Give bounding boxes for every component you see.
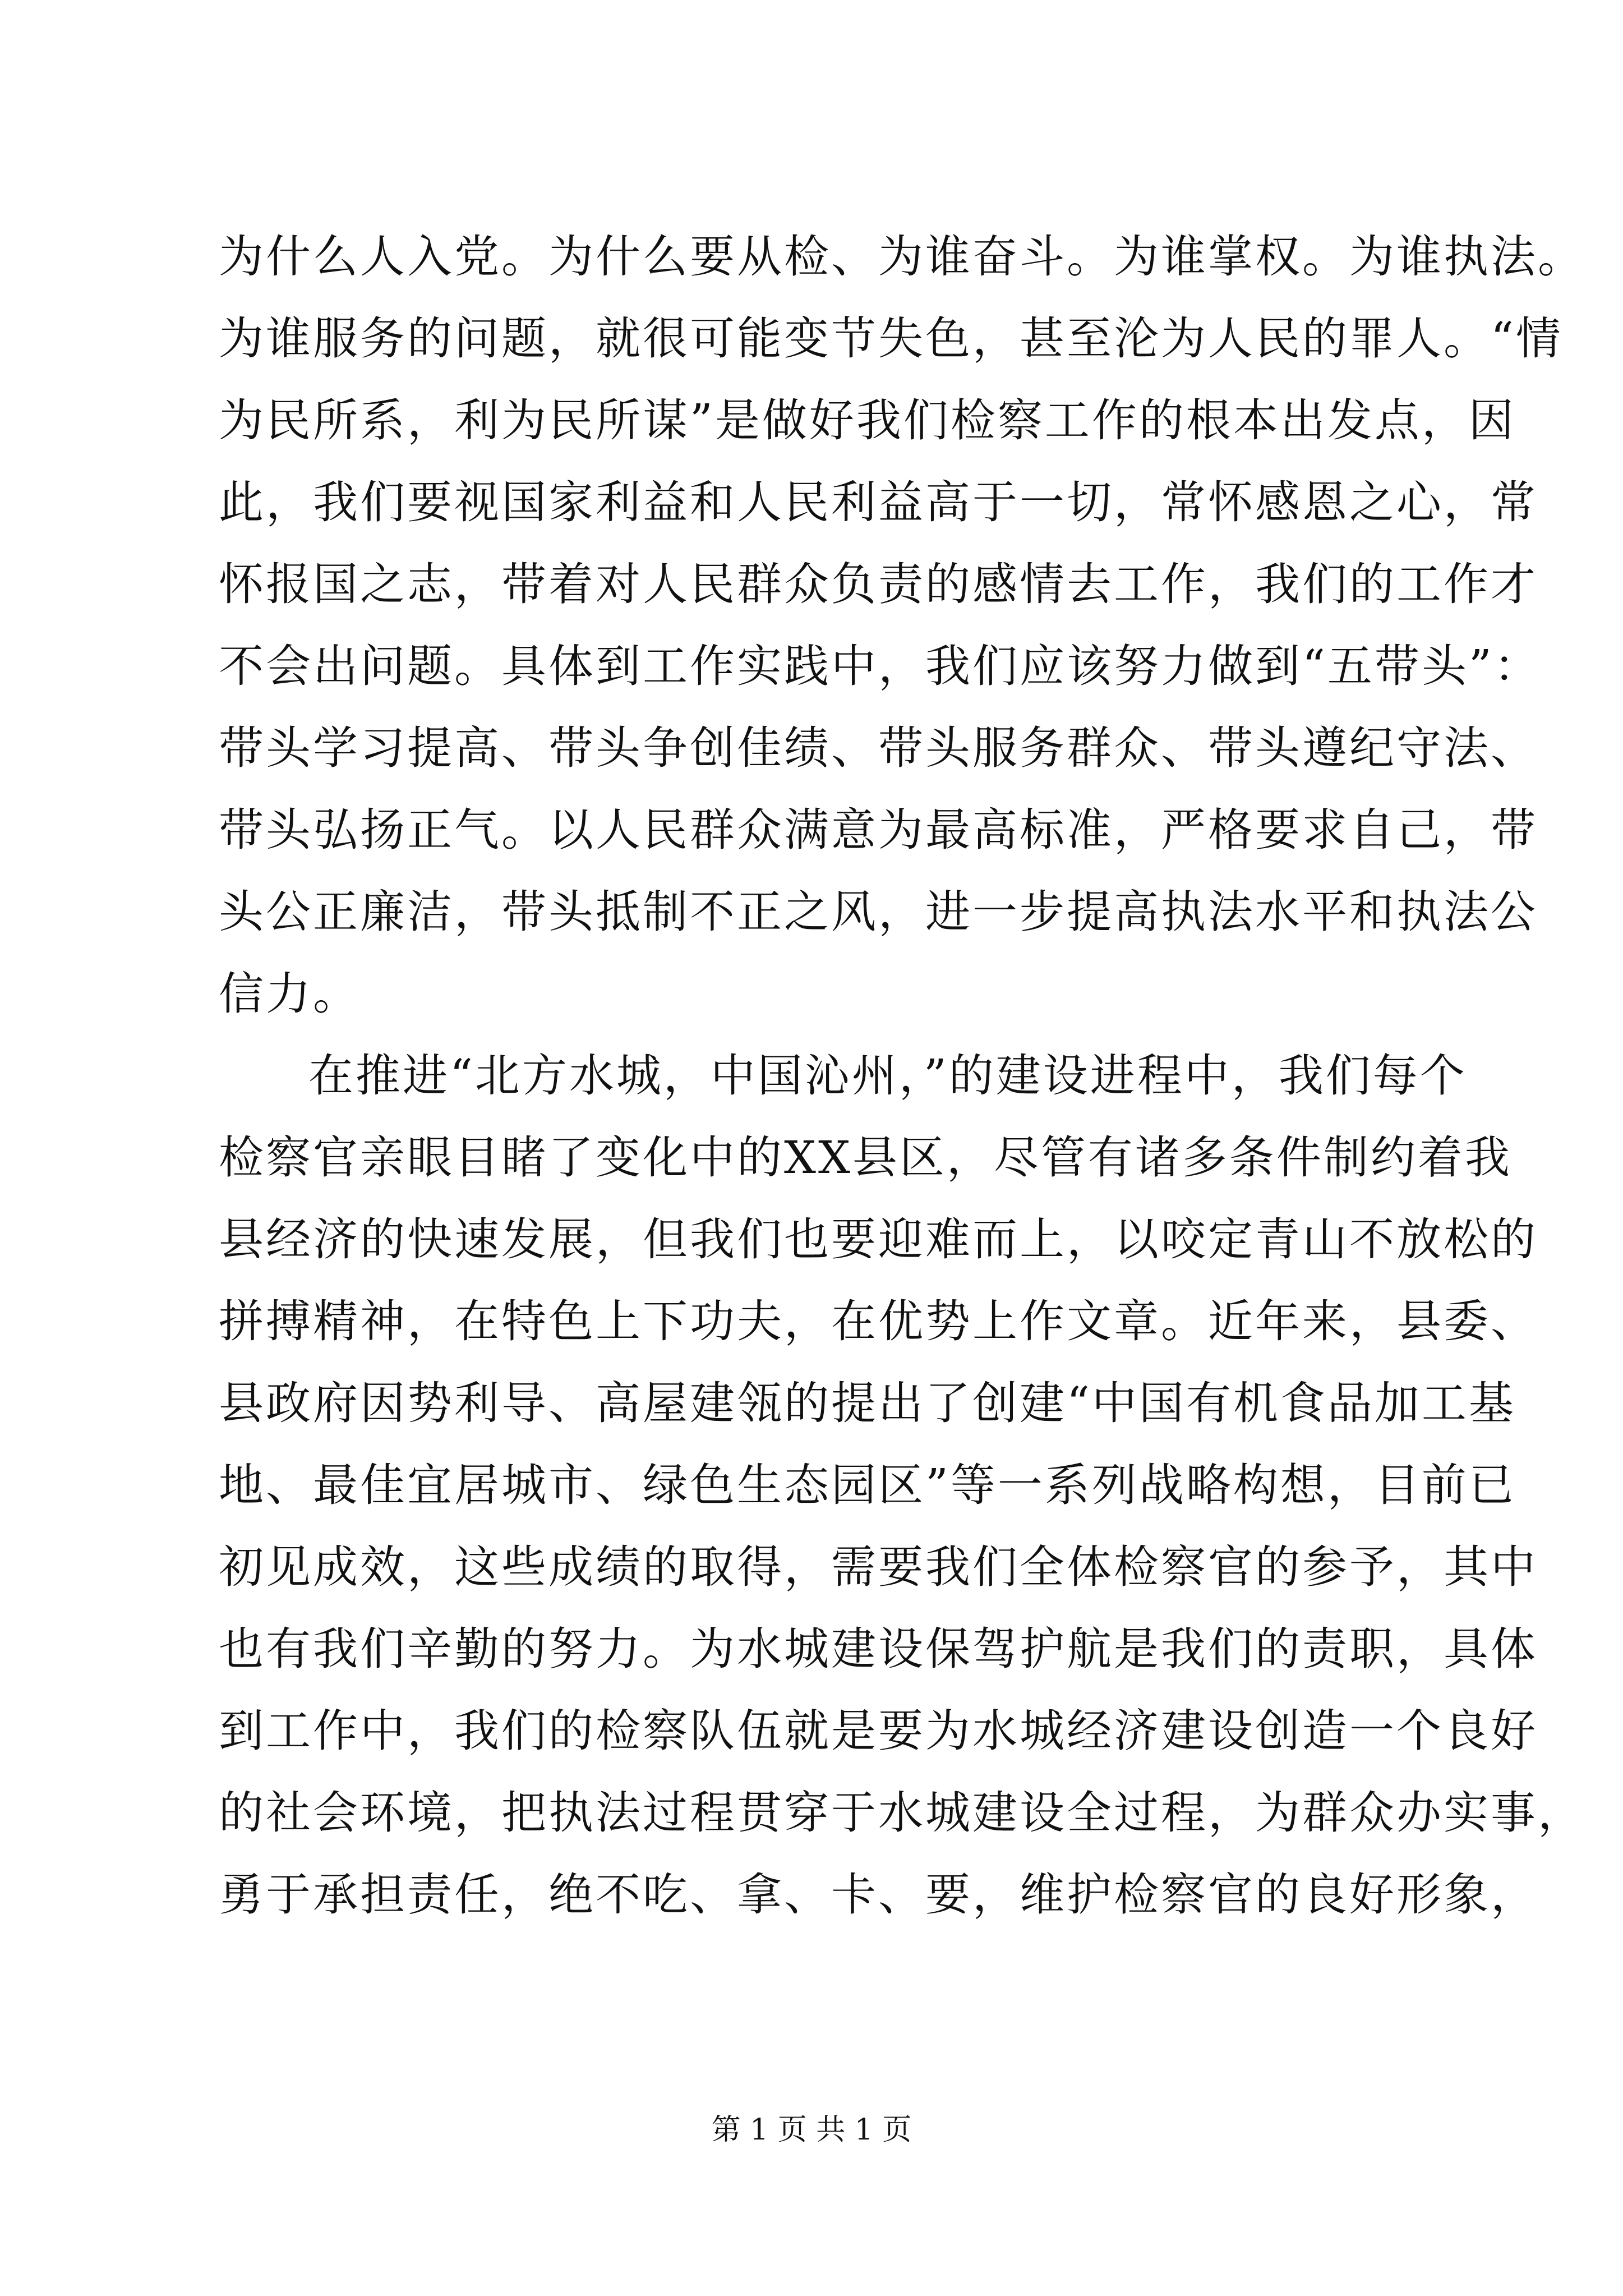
text-line: 检察官亲眼目睹了变化中的XX县区，尽管有诸多条件制约着我 bbox=[219, 1131, 1512, 1184]
text-line: 怀报国之志，带着对人民群众负责的感情去工作，我们的工作才 bbox=[219, 558, 1538, 610]
text-line: 头公正廉洁，带头抵制不正之风，进一步提高执法水平和执法公 bbox=[219, 886, 1538, 938]
paragraph-start-line: 在推进“北方水城，中国沁州，”的建设进程中，我们每个 bbox=[308, 1050, 1467, 1102]
text-line: 勇于承担责任，绝不吃、拿、卡、要，维护检察官的良好形象， bbox=[219, 1869, 1538, 1921]
text-line: 带头学习提高、带头争创佳绩、带头服务群众、带头遵纪守法、 bbox=[219, 722, 1538, 774]
text-line: 初见成效，这些成绩的取得，需要我们全体检察官的参予，其中 bbox=[219, 1541, 1538, 1593]
text-line: 县经济的快速发展，但我们也要迎难而上，以咬定青山不放松的 bbox=[219, 1213, 1538, 1266]
text-line: 带头弘扬正气。以人民群众满意为最高标准，严格要求自己，带 bbox=[219, 804, 1538, 856]
text-line: 的社会环境，把执法过程贯穿于水城建设全过程，为群众办实事， bbox=[219, 1787, 1585, 1839]
body-text bbox=[219, 224, 1585, 1944]
text-line: 地、最佳宜居城市、绿色生态园区”等一系列战略构想，目前已 bbox=[219, 1459, 1516, 1511]
text-line: 县政府因势利导、高屋建瓴的提出了创建“中国有机食品加工基 bbox=[219, 1377, 1516, 1429]
text-line: 信力。 bbox=[219, 968, 360, 1020]
text-line: 为谁服务的问题，就很可能变节失色，甚至沦为人民的罪人。“情 bbox=[219, 312, 1563, 365]
text-line: 到工作中，我们的检察队伍就是要为水城经济建设创造一个良好 bbox=[219, 1705, 1538, 1757]
text-line: 此，我们要视国家利益和人民利益高于一切，常怀感恩之心，常 bbox=[219, 476, 1538, 528]
page-footer bbox=[0, 2112, 1623, 2148]
text-line: 为民所系，利为民所谋”是做好我们检察工作的根本出发点，因 bbox=[219, 394, 1516, 447]
text-line: 为什么人入党。为什么要从检、为谁奋斗。为谁掌权。为谁执法。 bbox=[219, 231, 1585, 283]
page-number-label: 第 1 页 共 1 页 bbox=[711, 2113, 912, 2147]
text-line: 不会出问题。具体到工作实践中，我们应该努力做到“五带头”： bbox=[219, 640, 1541, 692]
text-line: 拼搏精神，在特色上下功夫，在优势上作文章。近年来，县委、 bbox=[219, 1295, 1538, 1347]
text-line: 也有我们辛勤的努力。为水城建设保驾护航是我们的责职，具体 bbox=[219, 1623, 1538, 1675]
